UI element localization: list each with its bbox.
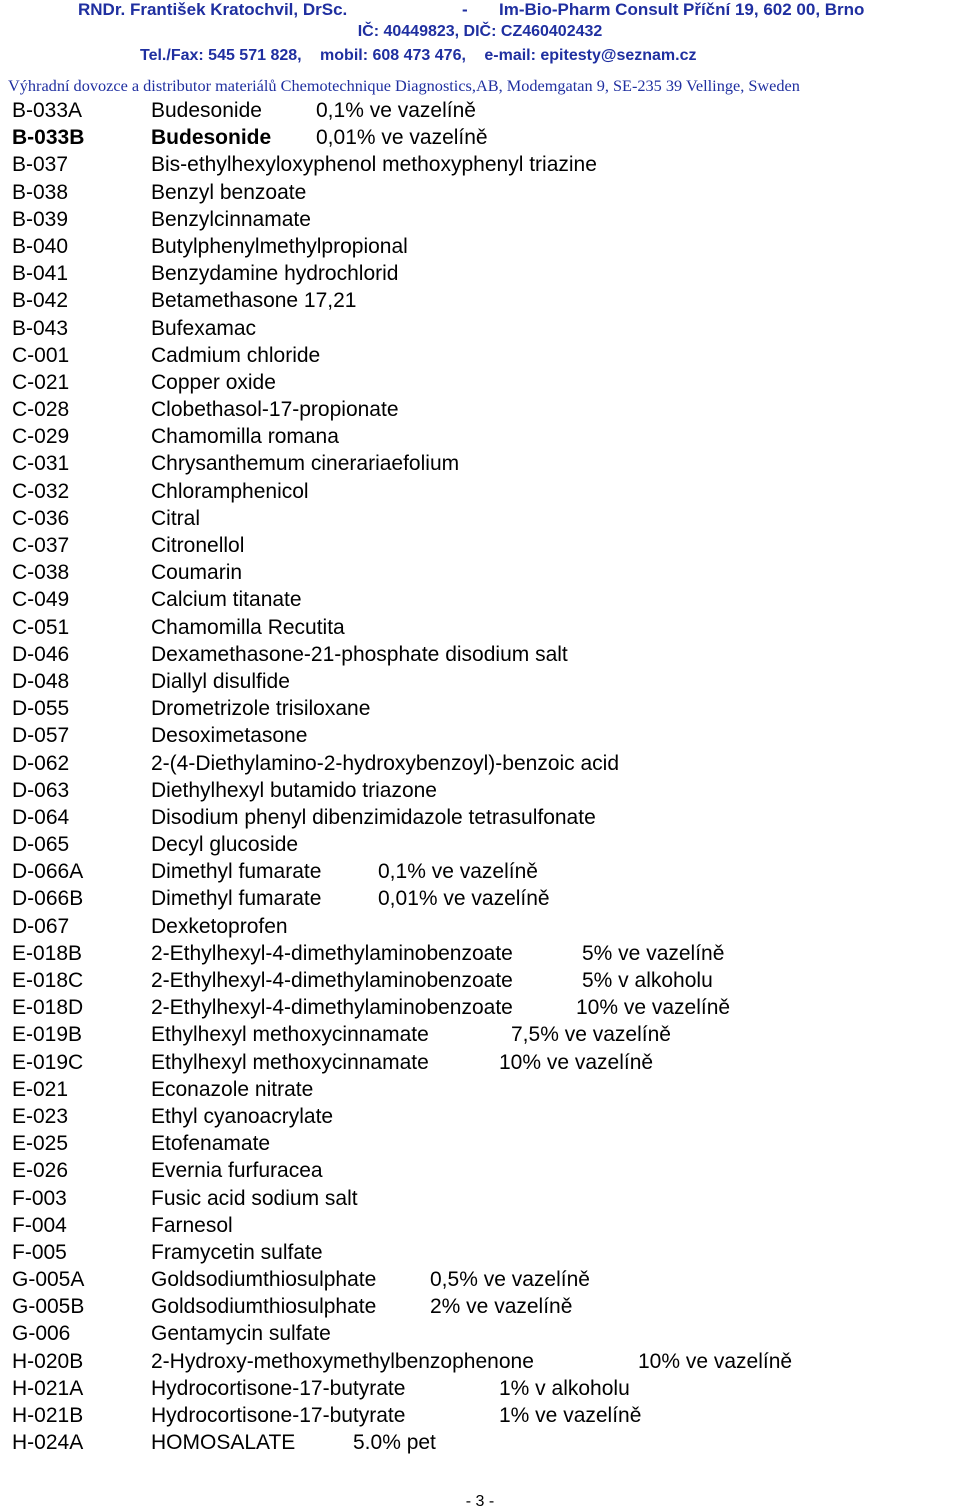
list-item — [12, 151, 952, 178]
list-item — [12, 478, 952, 505]
list-item — [12, 1049, 952, 1076]
item-code: G-006 — [12, 1322, 71, 1346]
item-code: F-005 — [12, 1240, 67, 1264]
item-concentration: 1% ve vazelíně — [499, 1404, 642, 1427]
item-code: D-066A — [12, 860, 84, 884]
item-concentration: 0,5% ve vazelíně — [430, 1268, 590, 1292]
list-item — [12, 994, 952, 1021]
item-code: D-066B — [12, 887, 84, 911]
list-item — [12, 179, 952, 206]
item-name: Copper oxide — [151, 370, 276, 394]
item-name: Citronellol — [151, 534, 245, 557]
item-concentration: 2% ve vazelíně — [430, 1295, 573, 1319]
item-concentration: 0,01% ve vazelíně — [378, 887, 550, 911]
item-name: Farnesol — [151, 1213, 233, 1237]
list-item — [12, 1402, 952, 1429]
item-name: Ethylhexyl methoxycinnamate — [151, 1023, 429, 1047]
item-code: C-021 — [12, 370, 70, 394]
list-item — [12, 396, 952, 423]
item-name: Citral — [151, 506, 201, 530]
item-name: Disodium phenyl dibenzimidazole tetrasulfonate — [151, 805, 596, 829]
item-code: G-005B — [12, 1295, 85, 1319]
list-item — [12, 858, 952, 885]
item-code: C-028 — [12, 398, 70, 422]
item-name: Coumarin — [151, 561, 243, 585]
item-name: Hydrocortisone-17-butyrate — [151, 1376, 406, 1400]
item-name: Bufexamac — [151, 316, 257, 340]
list-item — [12, 831, 952, 858]
item-code: B-033A — [12, 99, 83, 122]
list-item — [12, 1429, 952, 1456]
item-code: F-003 — [12, 1186, 67, 1210]
item-concentration: 7,5% ve vazelíně — [511, 1023, 671, 1047]
tel-fax: Tel./Fax: 545 571 828, — [140, 47, 302, 64]
item-name: Cadmium chloride — [151, 343, 321, 367]
item-concentration: 0,01% ve vazelíně — [316, 126, 488, 150]
item-code: D-067 — [12, 914, 70, 938]
item-code: C-031 — [12, 452, 70, 476]
item-code: E-018C — [12, 969, 84, 992]
list-item — [12, 1157, 952, 1184]
item-name: Dimethyl fumarate — [151, 860, 322, 884]
item-name: Chloramphenicol — [151, 479, 309, 503]
item-code: C-029 — [12, 425, 70, 449]
list-item — [12, 885, 952, 912]
item-code: B-038 — [12, 180, 69, 204]
item-code: E-021 — [12, 1077, 69, 1101]
list-item — [12, 940, 952, 967]
item-name: Framycetin sulfate — [151, 1240, 323, 1264]
item-name: Goldsodiumthiosulphate — [151, 1295, 377, 1319]
list-item — [12, 1320, 952, 1347]
item-code: B-040 — [12, 234, 69, 258]
item-code: E-018B — [12, 941, 83, 965]
list-item — [12, 668, 952, 695]
item-code: C-038 — [12, 561, 70, 585]
item-name: Chamomilla Recutita — [151, 615, 345, 639]
company-ids: IČ: 40449823, DIČ: CZ460402432 — [357, 23, 603, 40]
distributor-line: Výhradní dovozce a distributor materiálů Chemotechnique Diagnostics,AB, Modemgatan 9, SE-235 39 Vellinge, Sweden — [8, 76, 800, 95]
list-item — [12, 97, 952, 124]
item-name: 2-Ethylhexyl-4-dimethylaminobenzoate — [151, 969, 513, 992]
item-code: D-048 — [12, 669, 70, 693]
item-name: Benzyl benzoate — [151, 180, 307, 204]
item-name: Butylphenylmethylpropional — [151, 234, 408, 258]
contact-line — [140, 46, 710, 66]
item-code: B-043 — [12, 316, 69, 340]
item-code: E-019B — [12, 1023, 83, 1047]
page-number: - 3 - — [465, 1493, 495, 1510]
item-name: Goldsodiumthiosulphate — [151, 1268, 377, 1292]
item-code: D-055 — [12, 697, 70, 721]
item-code: C-037 — [12, 534, 70, 557]
item-code: D-057 — [12, 724, 70, 748]
item-code: H-020B — [12, 1349, 84, 1373]
item-name: Decyl glucoside — [151, 833, 299, 857]
list-item — [12, 1021, 952, 1048]
item-name: Ethyl cyanoacrylate — [151, 1104, 334, 1128]
item-code: B-041 — [12, 262, 69, 286]
list-item — [12, 967, 952, 994]
allergen-list — [12, 97, 952, 1456]
item-name: Budesonide — [151, 126, 272, 150]
item-code: E-026 — [12, 1159, 69, 1183]
item-code: F-004 — [12, 1213, 67, 1237]
list-item — [12, 260, 952, 287]
item-name: 2-Ethylhexyl-4-dimethylaminobenzoate — [151, 941, 513, 965]
list-item — [12, 124, 952, 151]
list-item — [12, 641, 952, 668]
list-item — [12, 695, 952, 722]
item-name: Econazole nitrate — [151, 1077, 314, 1101]
email[interactable]: e-mail: epitesty@seznam.cz — [484, 47, 697, 64]
item-name: Dimethyl fumarate — [151, 887, 322, 911]
item-code: D-064 — [12, 805, 70, 829]
item-code: D-062 — [12, 751, 70, 775]
item-name: 2-Hydroxy-methoxymethylbenzophenone — [151, 1349, 534, 1373]
item-name: HOMOSALATE — [151, 1431, 296, 1455]
item-name: 2-Ethylhexyl-4-dimethylaminobenzoate — [151, 996, 513, 1020]
item-code: C-032 — [12, 479, 70, 503]
item-concentration: 5% v alkoholu — [582, 969, 713, 992]
list-item — [12, 1130, 952, 1157]
item-code: E-019C — [12, 1050, 84, 1074]
item-name: Fusic acid sodium salt — [151, 1186, 358, 1210]
list-item — [12, 532, 952, 559]
list-item — [12, 369, 952, 396]
item-code: C-049 — [12, 588, 70, 612]
item-code: C-001 — [12, 343, 70, 367]
company-address: Příční 19, 602 00, Brno — [683, 0, 865, 19]
item-code: H-024A — [12, 1431, 84, 1455]
item-code: H-021A — [12, 1376, 84, 1400]
item-code: B-037 — [12, 153, 69, 177]
item-code: E-025 — [12, 1132, 69, 1156]
item-name: Budesonide — [151, 99, 262, 122]
item-concentration: 5% ve vazelíně — [582, 941, 725, 965]
list-item — [12, 206, 952, 233]
item-concentration: 1% v alkoholu — [499, 1376, 630, 1400]
list-item — [12, 750, 952, 777]
list-item — [12, 586, 952, 613]
item-code: E-023 — [12, 1104, 69, 1128]
list-item — [12, 614, 952, 641]
list-item — [12, 1076, 952, 1103]
author-name: RNDr. František Kratochvil, DrSc. — [78, 0, 348, 19]
item-name: Drometrizole trisiloxane — [151, 697, 371, 721]
item-code: C-036 — [12, 506, 70, 530]
list-item — [12, 722, 952, 749]
list-item — [12, 1185, 952, 1212]
list-item — [12, 423, 952, 450]
list-item — [12, 233, 952, 260]
list-item — [12, 1375, 952, 1402]
company-name: Im-Bio-Pharm Consult — [499, 0, 679, 19]
item-name: Evernia furfuracea — [151, 1159, 323, 1183]
item-name: Calcium titanate — [151, 588, 302, 612]
list-item — [12, 450, 952, 477]
list-item — [12, 1239, 952, 1266]
item-concentration: 10% ve vazelíně — [638, 1349, 793, 1373]
mobile: mobil: 608 473 476, — [320, 47, 466, 64]
item-concentration: 0,1% ve vazelíně — [316, 99, 476, 122]
item-code: D-065 — [12, 833, 70, 857]
item-code: D-063 — [12, 778, 70, 802]
item-code: B-039 — [12, 207, 69, 231]
list-item — [12, 342, 952, 369]
item-name: Bis-ethylhexyloxyphenol methoxyphenyl triazine — [151, 153, 597, 177]
list-item — [12, 1266, 952, 1293]
item-name: Gentamycin sulfate — [151, 1322, 331, 1346]
item-name: Chrysanthemum cinerariaefolium — [151, 452, 460, 476]
list-item — [12, 913, 952, 940]
list-item — [12, 804, 952, 831]
item-code: D-046 — [12, 642, 70, 666]
list-item — [12, 1348, 952, 1375]
item-code: G-005A — [12, 1268, 85, 1292]
item-name: Hydrocortisone-17-butyrate — [151, 1404, 406, 1427]
item-name: Diethylhexyl butamido triazone — [151, 778, 437, 802]
item-name: Benzydamine hydrochlorid — [151, 262, 399, 286]
header-separator: - — [462, 0, 468, 19]
list-item — [12, 1103, 952, 1130]
list-item — [12, 315, 952, 342]
item-name: 2-(4-Diethylamino-2-hydroxybenzoyl)-benzoic acid — [151, 751, 620, 775]
item-concentration: 0,1% ve vazelíně — [378, 860, 538, 884]
item-code: C-051 — [12, 615, 70, 639]
item-name: Diallyl disulfide — [151, 669, 290, 693]
item-name: Desoximetasone — [151, 724, 308, 748]
item-code: E-018D — [12, 996, 84, 1020]
item-name: Clobethasol-17-propionate — [151, 398, 399, 422]
list-item — [12, 1293, 952, 1320]
item-name: Etofenamate — [151, 1132, 271, 1156]
item-code: B-033B — [12, 126, 85, 150]
item-code: B-042 — [12, 289, 69, 313]
list-item — [12, 287, 952, 314]
item-name: Ethylhexyl methoxycinnamate — [151, 1050, 429, 1074]
list-item — [12, 505, 952, 532]
item-concentration: 5.0% pet — [353, 1431, 436, 1455]
list-item — [12, 559, 952, 586]
item-name: Chamomilla romana — [151, 425, 339, 449]
item-concentration: 10% ve vazelíně — [499, 1050, 654, 1074]
item-name: Dexamethasone-21-phosphate disodium salt — [151, 642, 568, 666]
item-name: Dexketoprofen — [151, 914, 288, 938]
item-concentration: 10% ve vazelíně — [576, 996, 731, 1020]
list-item — [12, 777, 952, 804]
item-name: Benzylcinnamate — [151, 207, 311, 231]
list-item — [12, 1212, 952, 1239]
item-name: Betamethasone 17,21 — [151, 289, 357, 313]
item-code: H-021B — [12, 1404, 84, 1427]
